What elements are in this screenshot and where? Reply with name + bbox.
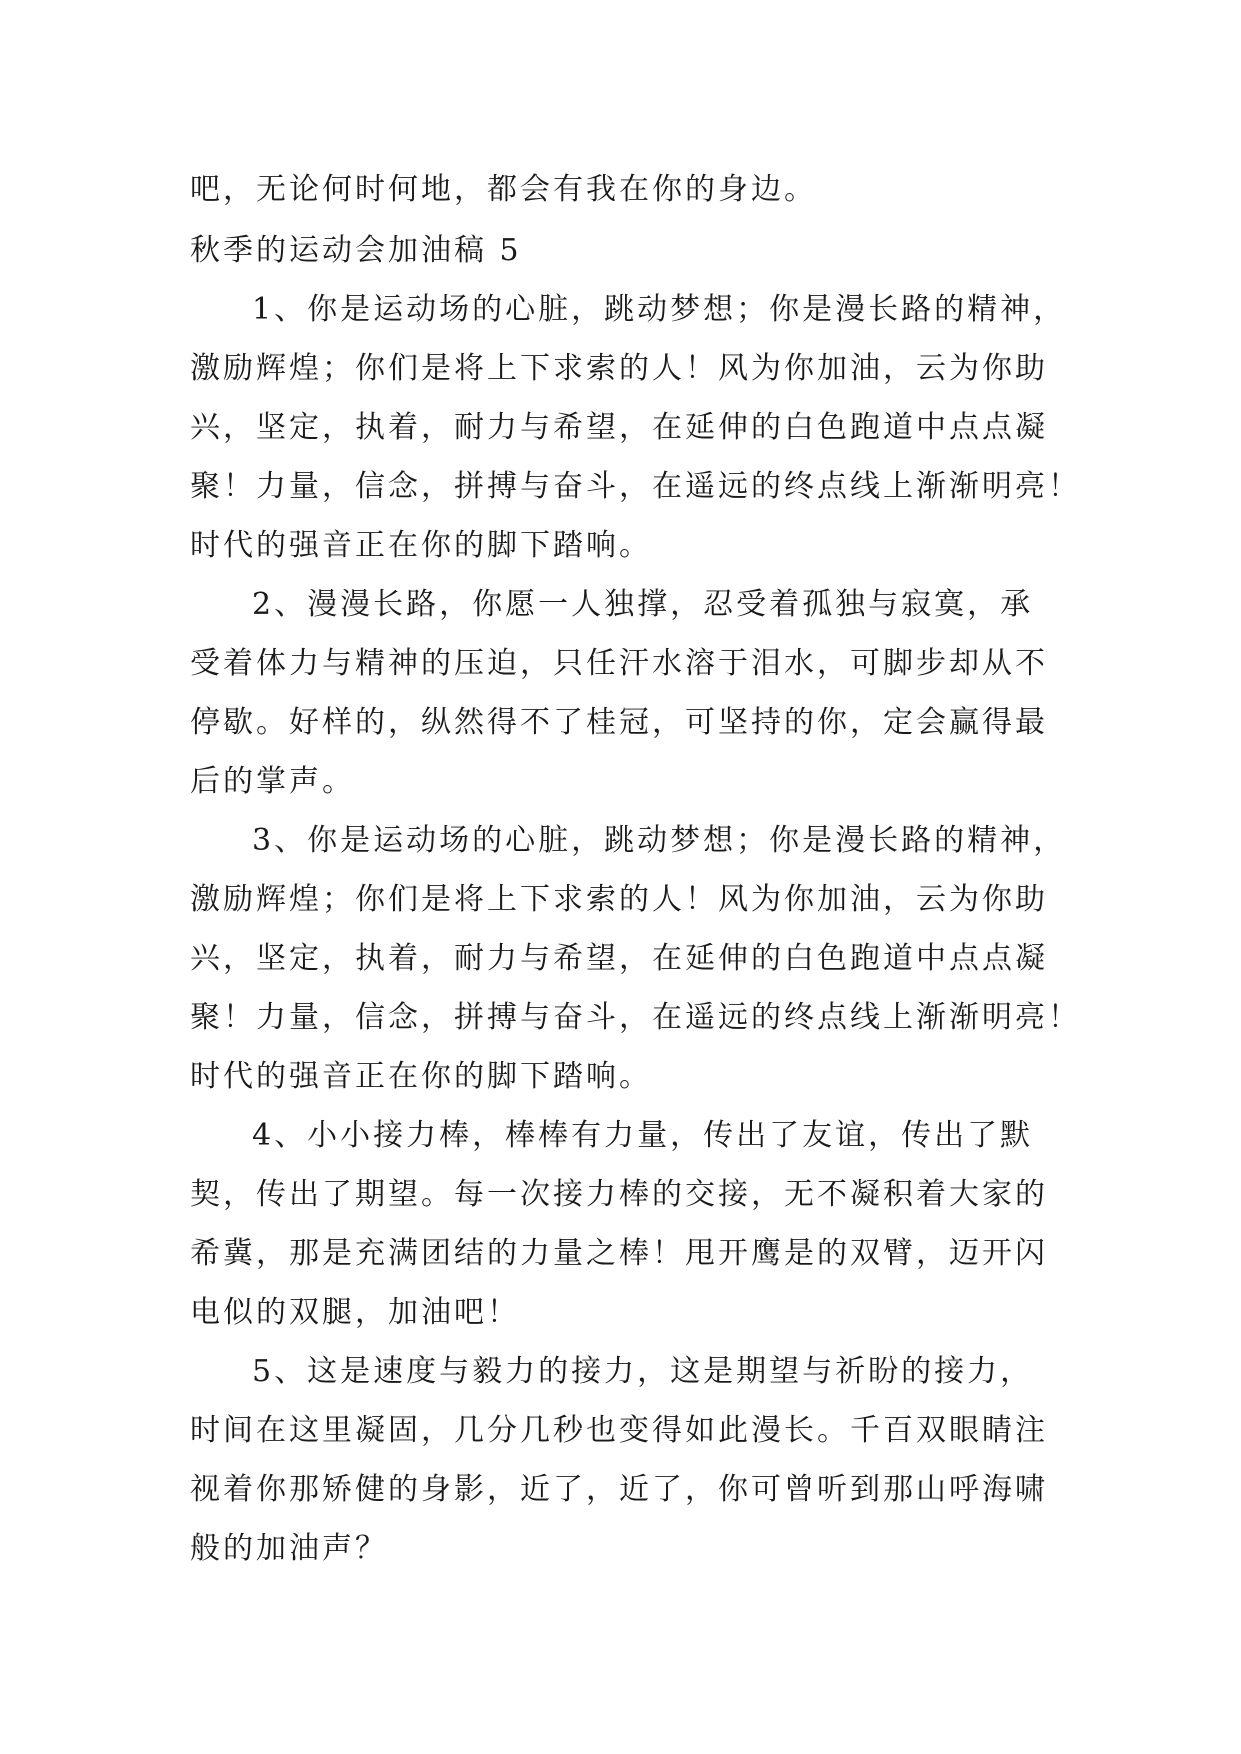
- section-heading: 秋季的运动会加油稿 5: [190, 233, 522, 268]
- document-body: [190, 160, 1081, 1578]
- paragraph-line: 希冀，那是充满团结的力量之棒！甩开鹰是的双臂，迈开闪: [190, 1236, 1048, 1271]
- paragraph-line: 聚！力量，信念，拼搏与奋斗，在遥远的终点线上渐渐明亮！: [190, 1000, 1081, 1035]
- paragraph-line: 停歇。好样的，纵然得不了桂冠，可坚持的你，定会赢得最: [190, 705, 1048, 740]
- paragraph-line: 2、漫漫长路，你愿一人独撑，忍受着孤独与寂寞，承: [252, 587, 1034, 622]
- paragraph-2: [190, 575, 1050, 811]
- paragraph-line: 5、这是速度与毅力的接力，这是期望与祈盼的接力，: [252, 1354, 1034, 1389]
- paragraph-3: [190, 811, 1081, 1106]
- paragraph-line: 聚！力量，信念，拼搏与奋斗，在遥远的终点线上渐渐明亮！: [190, 469, 1081, 504]
- paragraph-line: 兴，坚定，执着，耐力与希望，在延伸的白色跑道中点点凝: [190, 941, 1048, 976]
- continuation-line: 吧，无论何时何地，都会有我在你的身边。: [190, 172, 817, 207]
- paragraph-line: 电似的双腿，加油吧！: [190, 1295, 520, 1330]
- paragraph-line: 1、你是运动场的心脏，跳动梦想；你是漫长路的精神，: [252, 292, 1067, 327]
- paragraph-line: 兴，坚定，执着，耐力与希望，在延伸的白色跑道中点点凝: [190, 410, 1048, 445]
- paragraph-line: 后的掌声。: [190, 764, 355, 799]
- paragraph-line: 时代的强音正在你的脚下踏响。: [190, 528, 652, 563]
- paragraph-line: 般的加油声？: [190, 1531, 388, 1566]
- paragraph-1: [190, 280, 1081, 575]
- paragraph-line: 3、你是运动场的心脏，跳动梦想；你是漫长路的精神，: [252, 823, 1067, 858]
- paragraph-line: 时代的强音正在你的脚下踏响。: [190, 1059, 652, 1094]
- paragraph-line: 4、小小接力棒，棒棒有力量，传出了友谊，传出了默: [252, 1118, 1034, 1153]
- paragraph-line: 激励辉煌；你们是将上下求索的人！风为你加油，云为你助: [190, 351, 1048, 386]
- paragraph-4: [190, 1106, 1050, 1342]
- paragraph-line: 受着体力与精神的压迫，只任汗水溶于泪水，可脚步却从不: [190, 646, 1048, 681]
- paragraph-line: 契，传出了期望。每一次接力棒的交接，无不凝积着大家的: [190, 1177, 1048, 1212]
- paragraph-line: 视着你那矫健的身影，近了，近了，你可曾听到那山呼海啸: [190, 1472, 1048, 1507]
- paragraph-line: 激励辉煌；你们是将上下求索的人！风为你加油，云为你助: [190, 882, 1048, 917]
- paragraph-5: [190, 1342, 1050, 1578]
- paragraph-line: 时间在这里凝固，几分几秒也变得如此漫长。千百双眼睛注: [190, 1413, 1048, 1448]
